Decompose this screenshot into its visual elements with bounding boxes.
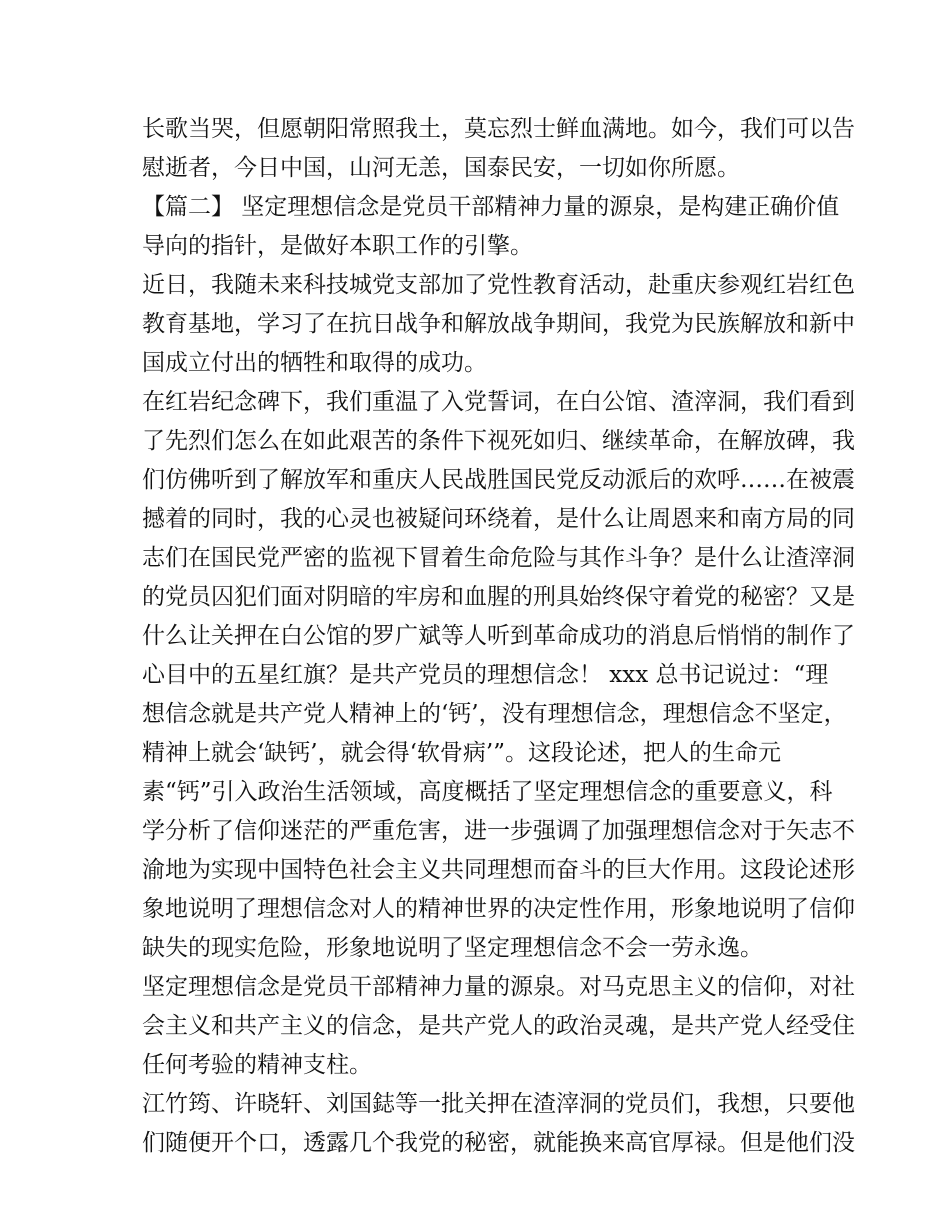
text-line: 缺失的现实危险，形象地说明了坚定理想信念不会一劳永逸。 (142, 935, 763, 961)
text-line: 会主义和共产主义的信念，是共产党人的政治灵魂，是共产党人经受住 (142, 1013, 855, 1039)
text-line: 学分析了信仰迷茫的严重危害，进一步强调了加强理想信念对于矢志不 (142, 818, 855, 844)
text-line: 长歌当哭，但愿朝阳常照我土，莫忘烈士鲜血满地。如今，我们可以告 (142, 116, 855, 142)
text-line: 近日，我随未来科技城党支部加了党性教育活动，赴重庆参观红岩红色 (142, 272, 855, 298)
text-line: 国成立付出的牺牲和取得的成功。 (142, 350, 487, 376)
text-line: 素“钙”引入政治生活领域，高度概括了坚定理想信念的重要意义，科 (142, 779, 833, 805)
text-line: 的党员囚犯们面对阴暗的牢房和血腥的刑具始终保守着党的秘密？又是 (142, 584, 855, 610)
text-line: 任何考验的精神支柱。 (142, 1052, 372, 1078)
section-heading-line: 【篇二】 坚定理想信念是党员干部精神力量的源泉，是构建正确价值 (142, 194, 840, 220)
text-line: 渝地为实现中国特色社会主义共同理想而奋斗的巨大作用。这段论述形 (142, 857, 855, 883)
text-line: 心目中的五星红旗？是共产党员的理想信念！ xxx 总书记说过：“理 (142, 662, 829, 688)
section-heading-line: 导向的指针，是做好本职工作的引擎。 (142, 233, 533, 259)
text-line: 撼着的同时，我的心灵也被疑问环绕着，是什么让周恩来和南方局的同 (142, 506, 855, 532)
text-line: 慰逝者，今日中国，山河无恙，国泰民安，一切如你所愿。 (142, 155, 740, 181)
text-line: 江竹筠、许晓轩、刘国鋕等一批关押在渣滓洞的党员们，我想，只要他 (142, 1091, 855, 1117)
text-line: 在红岩纪念碑下，我们重温了入党誓词，在白公馆、渣滓洞，我们看到 (142, 389, 855, 415)
text-line: 了先烈们怎么在如此艰苦的条件下视死如归、继续革命，在解放碑，我 (142, 428, 855, 454)
text-line: 们随便开个口，透露几个我党的秘密，就能换来高官厚禄。但是他们没 (142, 1130, 855, 1156)
text-line: 精神上就会‘缺钙’，就会得‘软骨病’”。这段论述，把人的生命元 (142, 740, 782, 766)
text-line: 坚定理想信念是党员干部精神力量的源泉。对马克思主义的信仰，对社 (142, 974, 855, 1000)
text-line: 象地说明了理想信念对人的精神世界的决定性作用，形象地说明了信仰 (142, 896, 855, 922)
text-line: 们仿佛听到了解放军和重庆人民战胜国民党反动派后的欢呼……在被震 (142, 467, 855, 493)
text-line: 志们在国民党严密的监视下冒着生命危险与其作斗争？是什么让渣滓洞 (142, 545, 855, 571)
text-line: 教育基地，学习了在抗日战争和解放战争期间，我党为民族解放和新中 (142, 311, 855, 337)
text-line: 想信念就是共产党人精神上的‘钙’，没有理想信念，理想信念不坚定， (142, 701, 847, 727)
text-line: 什么让关押在白公馆的罗广斌等人听到革命成功的消息后悄悄的制作了 (142, 623, 855, 649)
